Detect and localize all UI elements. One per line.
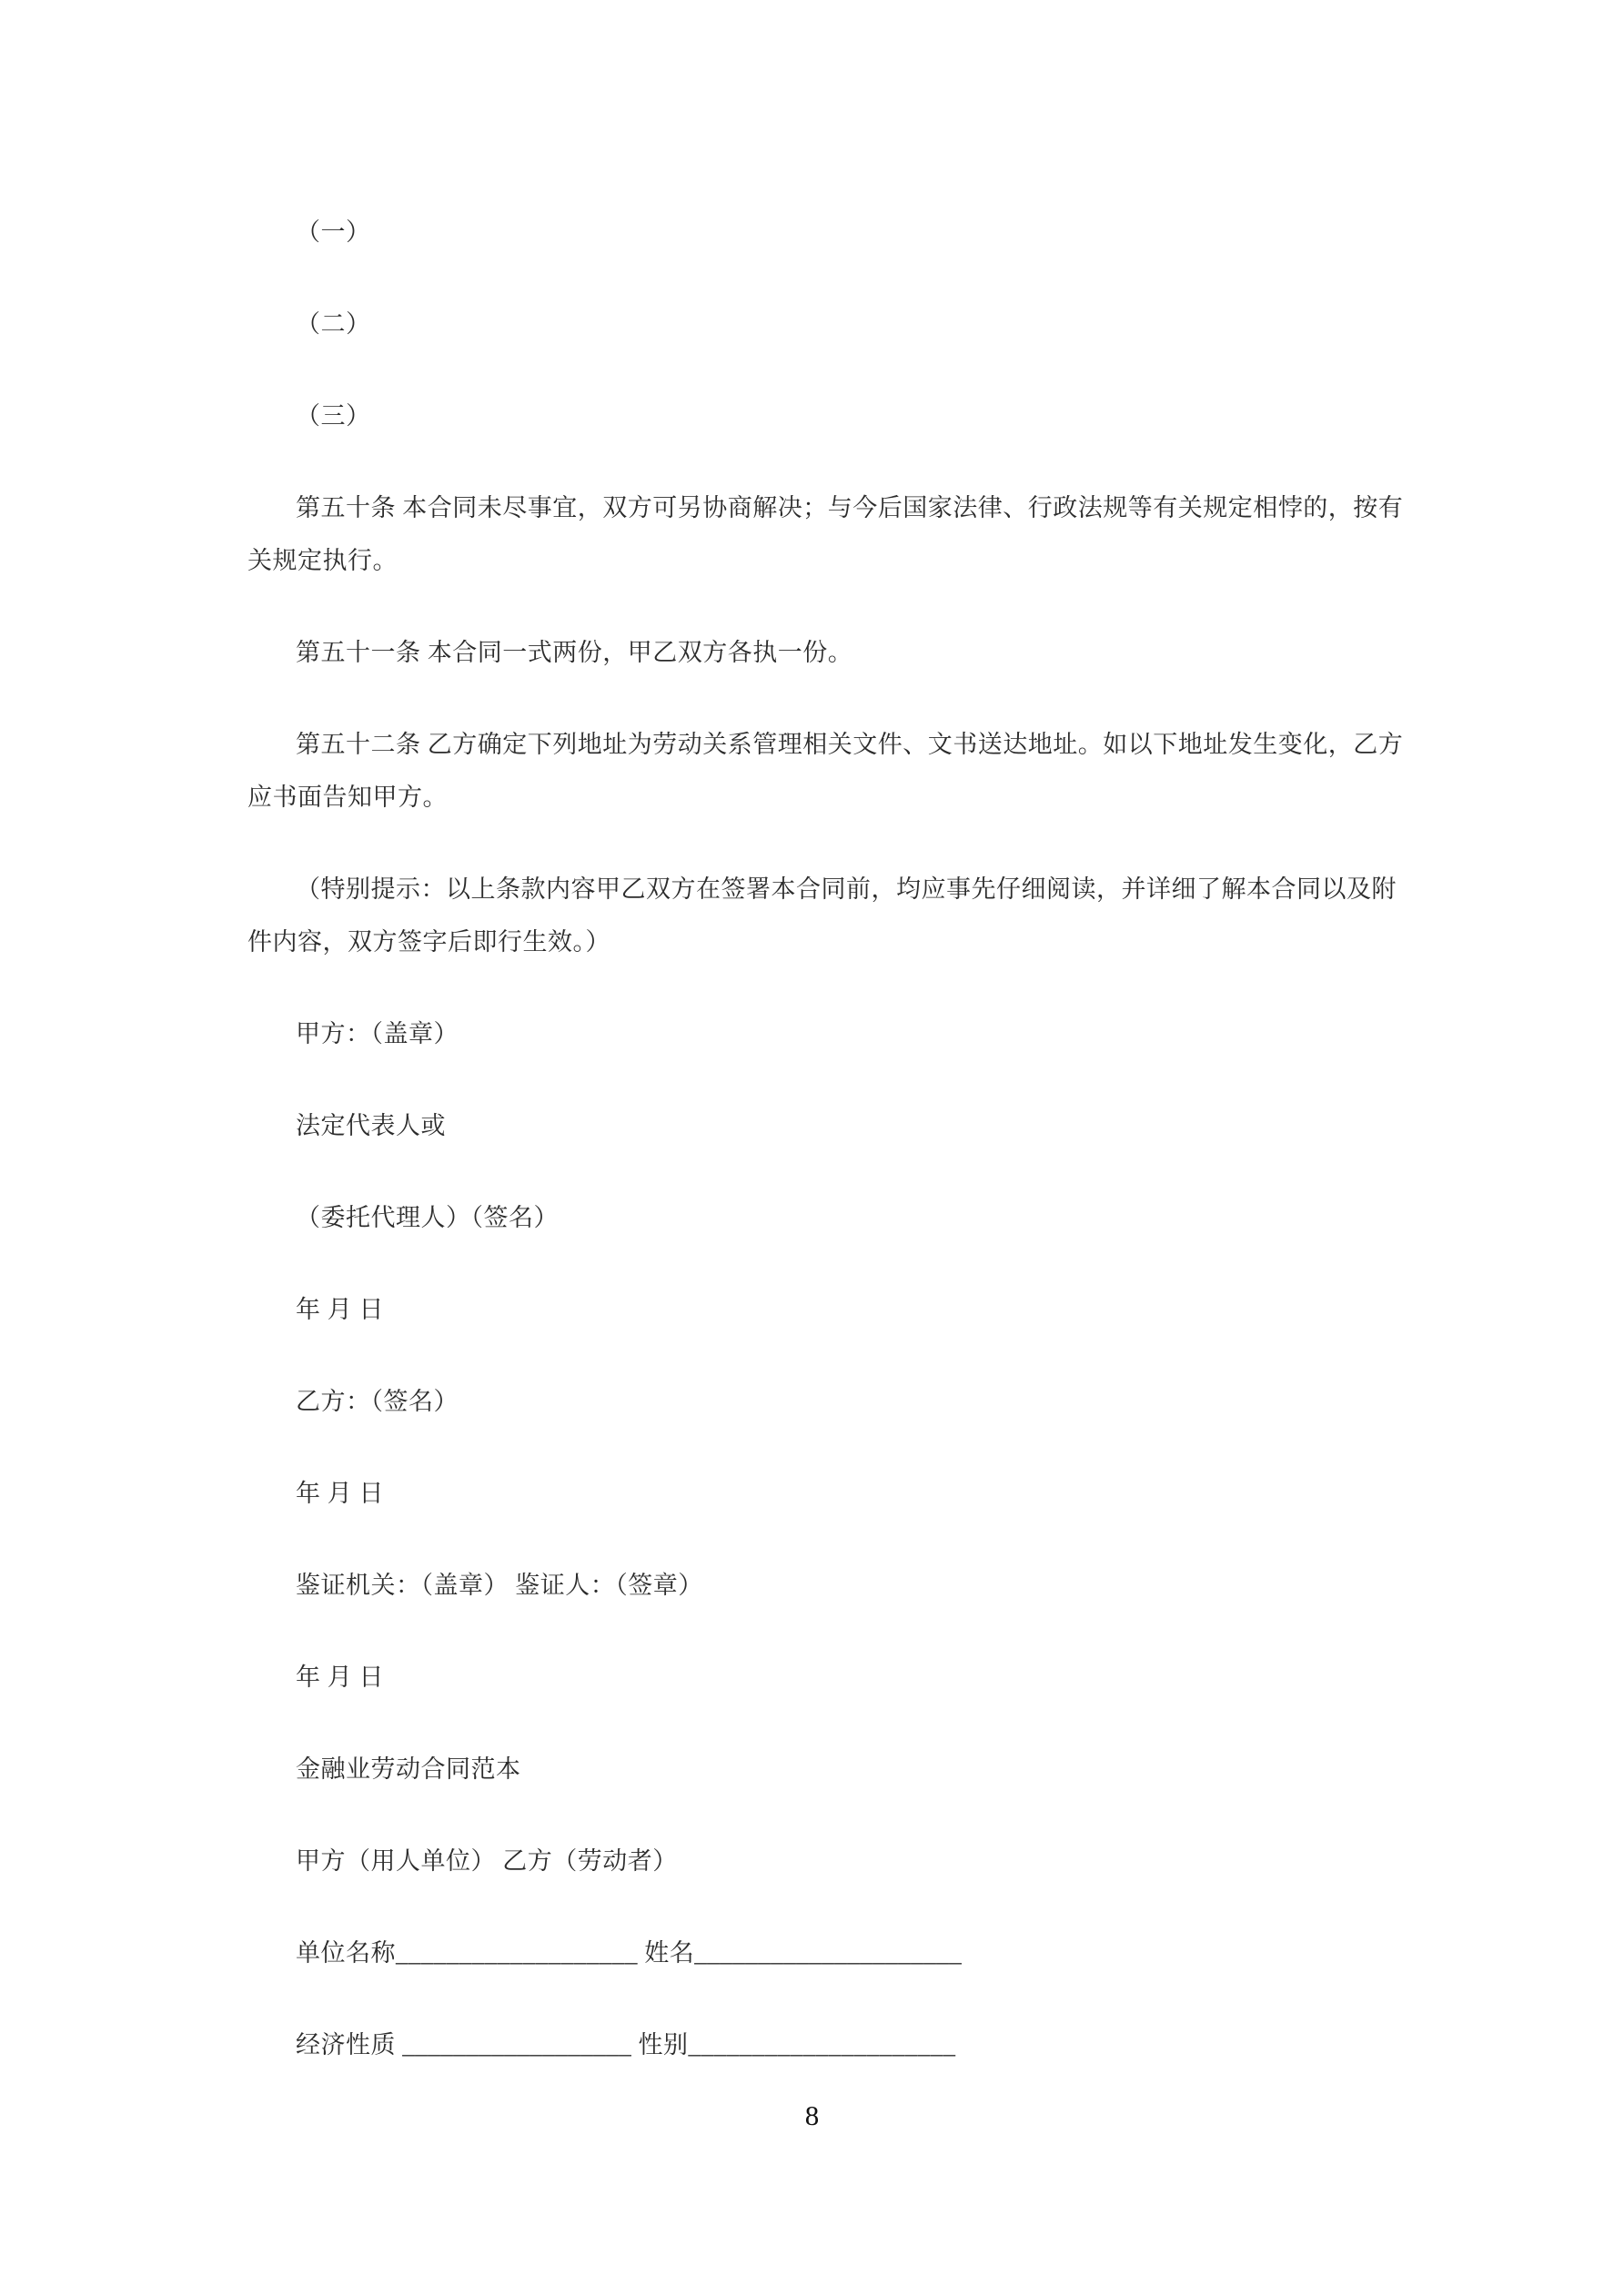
- list-item-1-marker: （一）: [296, 218, 371, 246]
- next-contract-title: 金融业劳动合同范本: [296, 1755, 521, 1783]
- party-a-seal-line: 甲方：（盖章）: [296, 1020, 459, 1047]
- clause-52-text-cont: 应书面告知甲方。: [247, 784, 448, 811]
- special-notice-text: （特别提示：以上条款内容甲乙双方在签署本合同前，均应事先仔细阅读，并详细了解本合同以及附: [296, 875, 1397, 903]
- unit-name-and-name-blanks: 单位名称___________________ 姓名_____________________: [296, 1939, 963, 1967]
- date-line-attestation: 年 月 日: [296, 1664, 384, 1691]
- party-b-sign-line: 乙方：（签名）: [296, 1388, 459, 1415]
- date-line-party-a: 年 月 日: [296, 1296, 384, 1323]
- clause-50-text-cont: 关规定执行。: [247, 547, 398, 574]
- economic-nature-and-gender-blanks: 经济性质 __________________ 性别_____________________: [296, 2031, 956, 2058]
- clause-52-text: 第五十二条 乙方确定下列地址为劳动关系管理相关文件、文书送达地址。如以下地址发生变化，乙方: [296, 731, 1404, 758]
- special-notice-text-cont: 件内容，双方签字后即行生效。）: [247, 928, 610, 956]
- clause-50-text: 第五十条 本合同未尽事宜，双方可另协商解决；与今后国家法律、行政法规等有关规定相悖的，按有: [296, 494, 1404, 521]
- parties-header-line: 甲方（用人单位） 乙方（劳动者）: [296, 1847, 678, 1875]
- list-item-2-marker: （二）: [296, 310, 371, 338]
- date-line-party-b: 年 月 日: [296, 1480, 384, 1507]
- legal-representative-line: 法定代表人或: [296, 1112, 446, 1139]
- attestation-authority-line: 鉴证机关：（盖章） 鉴证人：（签章）: [296, 1572, 703, 1599]
- entrusted-agent-sign-line: （委托代理人）（签名）: [296, 1204, 559, 1231]
- page-number: 8: [804, 2099, 820, 2131]
- list-item-3-marker: （三）: [296, 402, 371, 430]
- clause-51-text: 第五十一条 本合同一式两份，甲乙双方各执一份。: [296, 639, 853, 666]
